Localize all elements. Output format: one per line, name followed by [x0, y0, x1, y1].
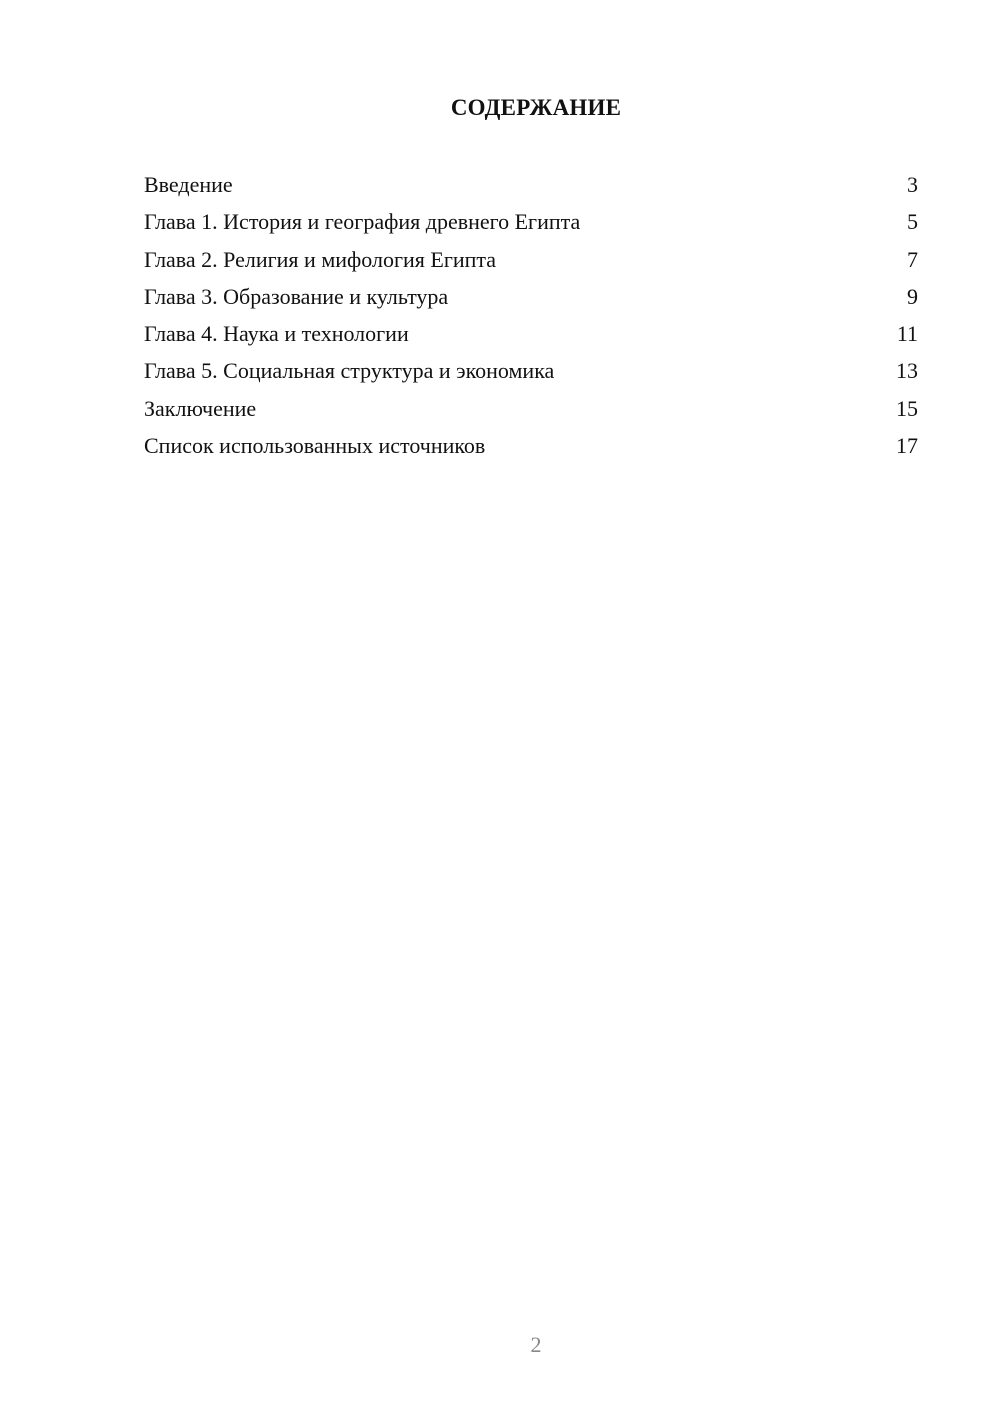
toc-entry-page: 17 — [896, 433, 918, 459]
toc-entry-references — [144, 429, 918, 466]
toc-entry-title: Список использованных источников — [144, 433, 486, 459]
toc-entry-title: Глава 1. История и география древнего Египта — [144, 209, 581, 235]
toc-entry-title: Глава 2. Религия и мифология Египта — [144, 246, 497, 272]
toc-entry-page: 7 — [907, 246, 918, 272]
toc-entry-title: Глава 5. Социальная структура и экономика — [144, 358, 555, 384]
toc-entry-page: 5 — [907, 209, 918, 235]
toc-entry-title: Глава 4. Наука и технологии — [144, 321, 409, 347]
toc-entry-title: Введение — [144, 172, 233, 197]
toc-entry-page: 13 — [896, 358, 918, 384]
toc-entry-chapter-4 — [144, 317, 918, 354]
toc-entry-page: 9 — [907, 283, 918, 309]
toc-entry-chapter-1 — [144, 205, 918, 242]
toc-entry-title: Заключение — [144, 395, 257, 421]
toc-entry-conclusion — [144, 392, 918, 429]
table-of-contents — [144, 168, 918, 466]
toc-entry-chapter-5 — [144, 354, 918, 391]
toc-entry-chapter-2 — [144, 243, 918, 280]
page-number: 2 — [530, 1332, 542, 1357]
toc-entry-title: Глава 3. Образование и культура — [144, 283, 449, 309]
toc-entry-introduction — [144, 168, 918, 205]
toc-heading: СОДЕРЖАНИЕ — [450, 95, 622, 120]
toc-entry-chapter-3 — [144, 280, 918, 317]
toc-entry-page: 11 — [896, 321, 918, 347]
toc-entry-page: 3 — [907, 172, 918, 197]
toc-entry-page: 15 — [896, 395, 918, 421]
